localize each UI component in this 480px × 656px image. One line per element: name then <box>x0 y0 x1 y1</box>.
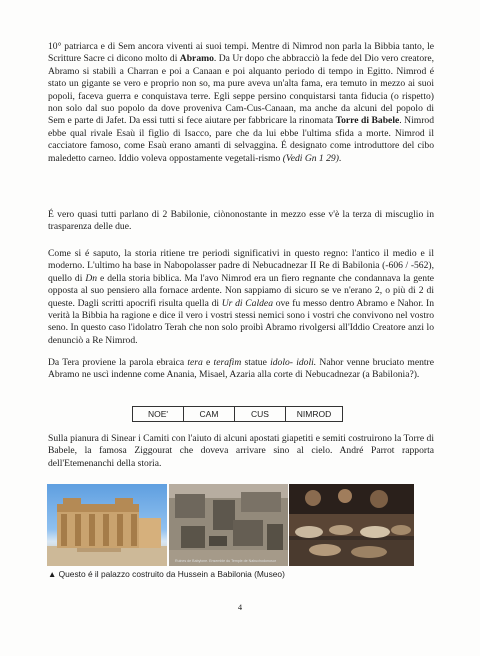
text-run: ove fu messo dentro Abramo e Nahor. In verità la Bibbia ha ragione e dice il vero i vostri stessi nemici sono i vostri che convivono nel vostro seno. In questo caso l'idolatro Terah che non solo proibì Abramo rivolgersi all'Iddio Creatore anzi lo denunciò a Re Nimrod. <box>48 297 434 346</box>
text-run: e della storia biblica. Ma l'avo Nimrod era un fiero regnante che condannava la gente opposta al suo pensiero alla fornace ardente. Non sappiamo di sicuro se ve n'erano 2, o più di 2 di queste. Dagli scritti apocrifi risulta quella di <box>48 272 434 309</box>
lineage-table <box>132 406 343 422</box>
text-run: 10° patriarca e di Sem ancora viventi ai suoi tempi. Mentre di Nimrod non parla la Bibbia tanto, le Scritture Sacre ci dicono molto di <box>48 41 434 65</box>
paragraph-three-periods <box>48 248 434 347</box>
text-run: e <box>202 357 214 368</box>
ruins-photo <box>169 484 288 566</box>
italic-text: Ur di Caldea <box>221 297 273 309</box>
museum-illustration <box>289 484 414 566</box>
bold-text: Abramo <box>179 53 214 65</box>
text-run: Nahor venne bruciato mentre Abramo ne uscì indenne come Anania, Misael, Azaria alla corte di Nebucadnezar (a Babilonia?). <box>48 357 434 381</box>
lineage-cell: NOE' <box>133 407 184 421</box>
ruins-illustration <box>169 484 288 566</box>
paragraph-sinear-ziggurat <box>48 433 434 470</box>
italic-text: terafim <box>213 357 242 368</box>
palace-photo <box>47 484 167 566</box>
text-run: statue <box>241 357 271 368</box>
text-run: . Da Ur dopo che abbracciò la fede del Dio vero creatore, Abramo si stabilì a Charran e poi a Canaan e poi alquanto periodo di tempo in Egitto. Nimrod é stato un gigante se vero e proprio non so, ma pure aveva un'alta fama, era temuto in mezzo ai suoi popoli, faceva guerra e conquistava terre. Egli seppe persino conquistarsi tanta fiducia (o rispetto) non solo dal suo popolo da dove proveniva Cam-Cus-Canaan, ma anche da alcuni del popolo di Sem e parte di Jafet. Da essi tutti si fece aiutare per fabbricare la rinomata <box>48 53 434 127</box>
page-number: 4 <box>237 602 243 612</box>
text-run: Sulla pianura di Sinear i Camiti con l'aiuto di alcuni apostati giapetiti e semiti costruirono la Torre di Babele, la famosa Ziggourat che doveva arrivare sino al cielo. André Parrot rapporta dell'Etemenanchi della storia. <box>48 433 434 469</box>
text-run: Da Tera proviene la parola ebraica <box>48 357 188 368</box>
paragraph-two-babylons <box>48 209 434 234</box>
ruins-photo-label: Ruines de Babylone. Ensemble du Temple de Nabuchodonosor <box>175 559 277 563</box>
italic-text: idolo- idoli. <box>270 357 317 368</box>
text-run: É vero quasi tutti parlano di 2 Babilonie, ciònonostante in mezzo esse v'è la terza di miscuglio in trasparenza delle due. <box>48 209 434 233</box>
text-run: . Nimrod ebbe qual rivale Esaù il figlio di Isacco, pare che da lui ebbe l'ultima sfida a morte. Nimrod il cacciatore famoso, come Esaù erano amanti di selvaggina. É designato come introduttore del cibo maledetto carneo. Iddio voleva oppostamente vegetali-rismo <box>48 115 434 164</box>
palace-illustration <box>47 484 167 566</box>
lineage-cell: CUS <box>235 407 286 421</box>
text-run: Come si é saputo, la storia ritiene tre periodi significativi in questo regno: l'antico il medio e il moderno. L'ultimo ha base in Nabopolasser padre di Nebucadnezar II Re di Babilonia (-606 / -562), quello di <box>48 248 434 284</box>
paragraph-tera-terafim <box>48 357 434 382</box>
paragraph-nimrod-abramo <box>48 41 434 165</box>
photo-caption: ▲ Questo é il palazzo costruito da Hussein a Babilonia (Museo) <box>48 569 285 579</box>
museum-photo <box>289 484 414 566</box>
italic-text: Dn <box>85 272 98 284</box>
lineage-cell: NIMROD <box>296 409 332 419</box>
bold-text: Torre di Babele <box>335 115 400 127</box>
text-run: . <box>338 152 342 164</box>
lineage-cell: CAM <box>184 407 235 421</box>
italic-text: tera <box>187 357 203 368</box>
italic-text: (Vedi Gn 1 29) <box>282 152 339 164</box>
